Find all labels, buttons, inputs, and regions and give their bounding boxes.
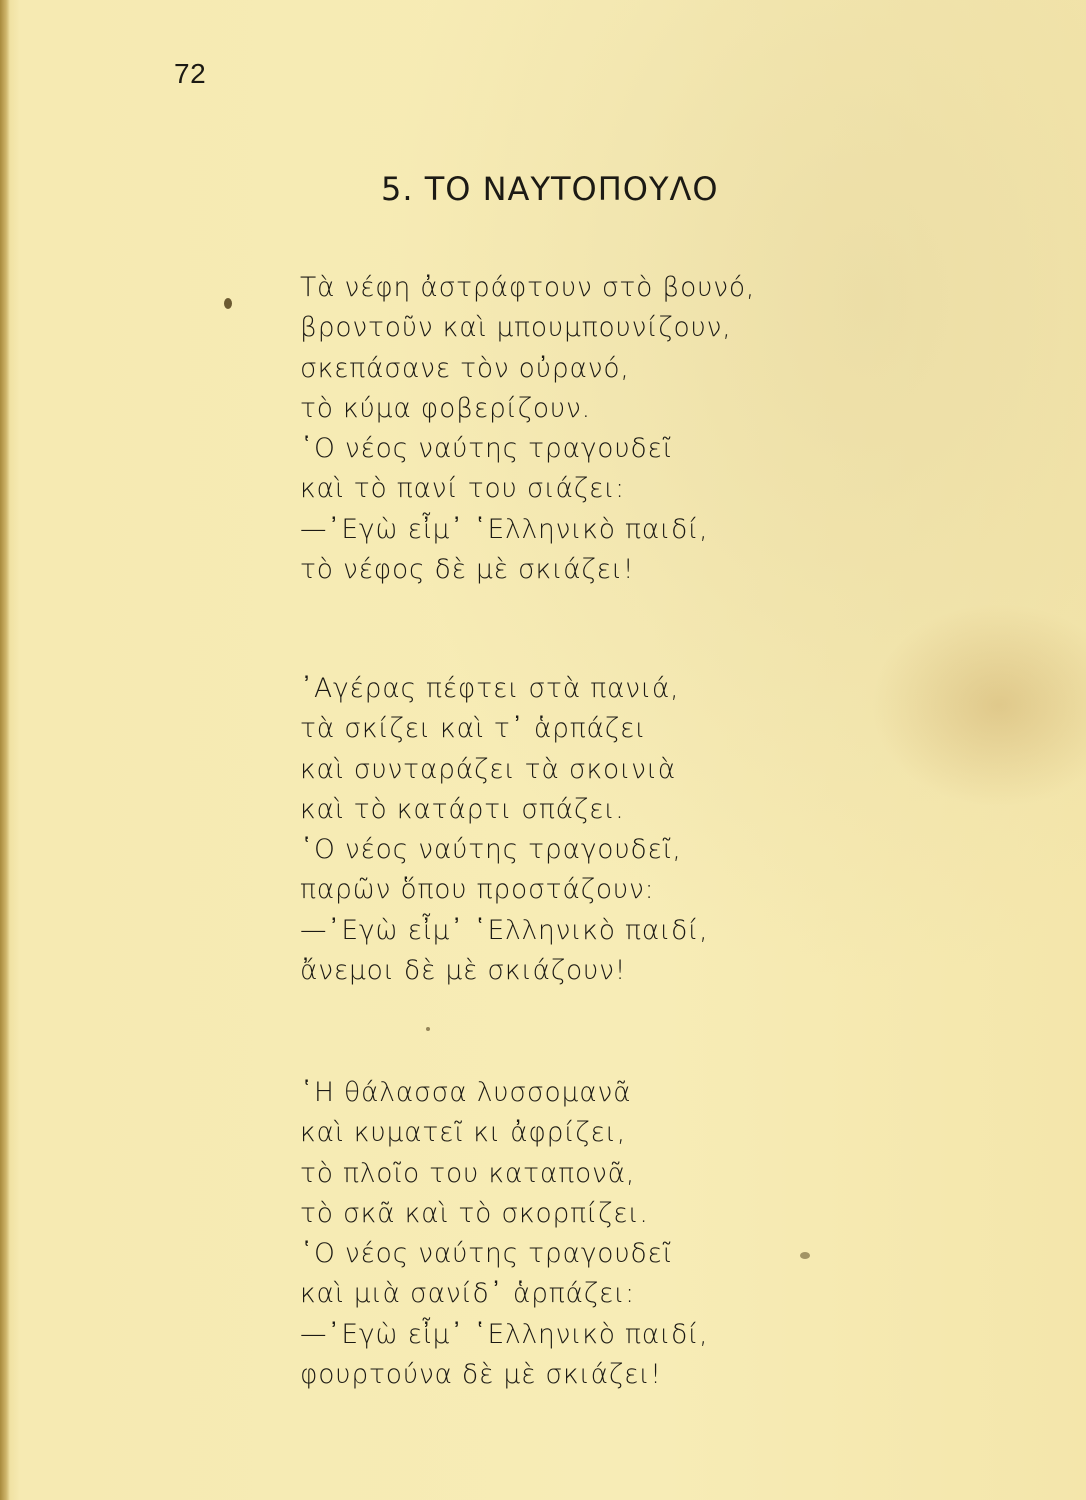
- poem-line: —᾿Εγὼ εἶμ᾿ ῾Ελληνικὸ παιδί,: [300, 914, 709, 946]
- poem-line: —᾿Εγὼ εἶμ᾿ ῾Ελληνικὸ παιδί,: [300, 1318, 709, 1350]
- poem-title: 5. ΤΟ ΝΑΥΤΟΠΟΥΛΟ: [381, 170, 719, 208]
- poem-line: ῾Ο νέος ναύτης τραγουδεῖ: [300, 1238, 673, 1270]
- ink-speck: [800, 1252, 810, 1259]
- poem-line: καὶ τὸ κατάρτι σπάζει.: [300, 793, 625, 825]
- poem-line: καὶ μιὰ σανίδ᾿ ἁρπάζει:: [300, 1278, 635, 1310]
- poem-line: καὶ συνταράζει τὰ σκοινιὰ: [300, 753, 677, 785]
- poem-line: τὸ κύμα φοβερίζουν.: [300, 392, 591, 424]
- poem-stanza-1: [300, 268, 755, 590]
- poem-line: τὸ νέφος δὲ μὲ σκιάζει!: [300, 554, 635, 586]
- poem-line: καὶ κυματεῖ κι ἀφρίζει,: [300, 1117, 626, 1149]
- poem-line: τὸ πλοῖο του καταπονᾶ,: [300, 1157, 636, 1189]
- page-spine-edge: [0, 0, 10, 1500]
- poem-line: ἄνεμοι δὲ μὲ σκιάζουν!: [300, 955, 627, 987]
- poem-line: φουρτούνα δὲ μὲ σκιάζει!: [300, 1359, 662, 1391]
- poem-line: καὶ τὸ πανί του σιάζει:: [300, 473, 625, 505]
- poem-line: ᾿Αγέρας πέφτει στὰ πανιά,: [300, 673, 680, 704]
- poem-line: σκεπάσανε τὸν οὐρανό,: [300, 352, 630, 384]
- poem-line: βροντοῦν καὶ μπουμπουνίζουν,: [300, 312, 732, 344]
- poem-stanza-2: [300, 669, 708, 991]
- poem-line: Τὰ νέφη ἀστράφτουν στὸ βουνό,: [300, 272, 756, 303]
- poem-line: παρῶν ὅπου προστάζουν:: [300, 874, 655, 906]
- poem-line: τὰ σκίζει καὶ τ᾿ ἁρπάζει: [300, 713, 647, 745]
- poem-line: τὸ σκᾶ καὶ τὸ σκορπίζει.: [300, 1197, 649, 1229]
- poem-line: ῾Η θάλασσα λυσσομανᾶ: [300, 1077, 632, 1108]
- ink-speck: [224, 298, 232, 309]
- poem-stanza-3: [300, 1073, 708, 1395]
- page-number: 72: [174, 58, 207, 89]
- poem-line: ῾Ο νέος ναύτης τραγουδεῖ: [300, 433, 673, 465]
- poem-line: —᾿Εγὼ εἶμ᾿ ῾Ελληνικὸ παιδί,: [300, 513, 709, 545]
- ink-speck: [426, 1027, 430, 1031]
- poem-line: ῾Ο νέος ναύτης τραγουδεῖ,: [300, 834, 682, 866]
